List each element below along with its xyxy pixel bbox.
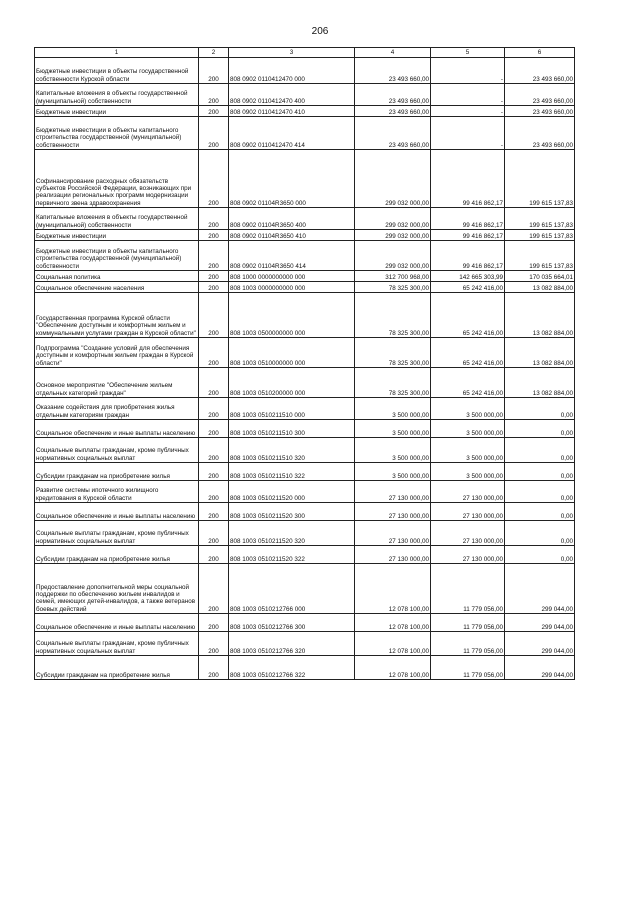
row-approved-amount: 3 500 000,00 <box>355 463 431 481</box>
row-name: Бюджетные инвестиции в объекты капитального строительства государственной (муниципальной) собственности <box>35 117 199 150</box>
row-code: 200 <box>199 656 229 680</box>
row-classification: 808 1003 0510212766 000 <box>229 564 355 614</box>
row-approved-amount: 3 500 000,00 <box>355 398 431 420</box>
row-code: 200 <box>199 463 229 481</box>
table-row <box>35 58 575 84</box>
row-classification: 808 0902 01104R3650 410 <box>229 230 355 241</box>
row-executed-amount: - <box>431 117 505 150</box>
row-remainder-amount: 0,00 <box>505 503 575 521</box>
row-code: 200 <box>199 293 229 338</box>
table-row <box>35 503 575 521</box>
row-code: 200 <box>199 271 229 282</box>
row-executed-amount: 65 242 416,00 <box>431 338 505 368</box>
row-code: 200 <box>199 481 229 503</box>
row-executed-amount: 3 500 000,00 <box>431 420 505 438</box>
row-name: Социальные выплаты гражданам, кроме публичных нормативных социальных выплат <box>35 632 199 656</box>
row-executed-amount: 3 500 000,00 <box>431 438 505 463</box>
row-approved-amount: 78 325 300,00 <box>355 293 431 338</box>
row-code: 200 <box>199 230 229 241</box>
row-executed-amount: 11 779 056,00 <box>431 656 505 680</box>
row-code: 200 <box>199 117 229 150</box>
row-classification: 808 1003 0510211520 322 <box>229 546 355 564</box>
row-remainder-amount: 23 493 660,00 <box>505 58 575 84</box>
row-code: 200 <box>199 503 229 521</box>
row-classification: 808 1003 0510212766 320 <box>229 632 355 656</box>
row-remainder-amount: 13 082 884,00 <box>505 368 575 398</box>
row-approved-amount: 23 493 660,00 <box>355 58 431 84</box>
column-header: 4 <box>355 48 431 58</box>
row-name: Капитальные вложения в объекты государственной (муниципальной) собственности <box>35 84 199 106</box>
table-row <box>35 564 575 614</box>
row-remainder-amount: 299 044,00 <box>505 632 575 656</box>
table-row <box>35 150 575 208</box>
column-header: 6 <box>505 48 575 58</box>
row-remainder-amount: 13 082 884,00 <box>505 338 575 368</box>
row-remainder-amount: 13 082 884,00 <box>505 293 575 338</box>
row-classification: 808 0902 0110412470 414 <box>229 117 355 150</box>
row-name: Субсидии гражданам на приобретение жилья <box>35 546 199 564</box>
row-executed-amount: 65 242 416,00 <box>431 368 505 398</box>
row-executed-amount: 27 130 000,00 <box>431 546 505 564</box>
row-executed-amount: 3 500 000,00 <box>431 463 505 481</box>
row-code: 200 <box>199 438 229 463</box>
row-code: 200 <box>199 84 229 106</box>
table-row <box>35 282 575 293</box>
row-remainder-amount: 0,00 <box>505 420 575 438</box>
table-row <box>35 614 575 632</box>
row-approved-amount: 27 130 000,00 <box>355 481 431 503</box>
row-executed-amount: 27 130 000,00 <box>431 521 505 546</box>
row-classification: 808 1003 0510211510 320 <box>229 438 355 463</box>
row-code: 200 <box>199 521 229 546</box>
table-row <box>35 84 575 106</box>
row-name: Бюджетные инвестиции <box>35 106 199 117</box>
row-classification: 808 0902 01104R3650 400 <box>229 208 355 230</box>
row-approved-amount: 23 493 660,00 <box>355 117 431 150</box>
row-code: 200 <box>199 282 229 293</box>
row-executed-amount: 3 500 000,00 <box>431 398 505 420</box>
table-row <box>35 271 575 282</box>
row-approved-amount: 12 078 100,00 <box>355 614 431 632</box>
row-executed-amount: 27 130 000,00 <box>431 503 505 521</box>
row-classification: 808 1003 0510211520 300 <box>229 503 355 521</box>
row-approved-amount: 23 493 660,00 <box>355 106 431 117</box>
row-name: Бюджетные инвестиции в объекты капитального строительства государственной (муниципальной) собственности <box>35 241 199 271</box>
row-classification: 808 1003 0510212766 300 <box>229 614 355 632</box>
row-classification: 808 0902 01104R3650 000 <box>229 150 355 208</box>
row-remainder-amount: 23 493 660,00 <box>505 84 575 106</box>
row-remainder-amount: 0,00 <box>505 463 575 481</box>
row-executed-amount: 142 665 303,99 <box>431 271 505 282</box>
row-approved-amount: 299 032 000,00 <box>355 230 431 241</box>
row-remainder-amount: 23 493 660,00 <box>505 106 575 117</box>
row-approved-amount: 299 032 000,00 <box>355 208 431 230</box>
row-name: Софинансирование расходных обязательств субъектов Российской Федерации, возникающих при реализации региональных программ модернизации первичного звена здравоохранения <box>35 150 199 208</box>
row-approved-amount: 27 130 000,00 <box>355 546 431 564</box>
row-name: Развитие системы ипотечного жилищного кредитования в Курской области <box>35 481 199 503</box>
table-row <box>35 438 575 463</box>
row-name: Государственная программа Курской области "Обеспечение доступным и комфортным жильем и коммунальными услугами граждан в Курской области" <box>35 293 199 338</box>
row-approved-amount: 12 078 100,00 <box>355 632 431 656</box>
row-approved-amount: 27 130 000,00 <box>355 503 431 521</box>
row-approved-amount: 27 130 000,00 <box>355 521 431 546</box>
row-remainder-amount: 299 044,00 <box>505 656 575 680</box>
row-classification: 808 1003 0510211510 300 <box>229 420 355 438</box>
row-executed-amount: 65 242 416,00 <box>431 293 505 338</box>
row-code: 200 <box>199 632 229 656</box>
row-name: Социальное обеспечение населения <box>35 282 199 293</box>
row-executed-amount: 11 779 056,00 <box>431 614 505 632</box>
row-remainder-amount: 23 493 660,00 <box>505 117 575 150</box>
row-name: Бюджетные инвестиции <box>35 230 199 241</box>
row-classification: 808 1000 0000000000 000 <box>229 271 355 282</box>
row-name: Социальные выплаты гражданам, кроме публичных нормативных социальных выплат <box>35 438 199 463</box>
row-remainder-amount: 199 615 137,83 <box>505 150 575 208</box>
row-classification: 808 1003 0000000000 000 <box>229 282 355 293</box>
row-name: Бюджетные инвестиции в объекты государственной собственности Курской области <box>35 58 199 84</box>
table-row <box>35 241 575 271</box>
row-code: 200 <box>199 614 229 632</box>
row-approved-amount: 12 078 100,00 <box>355 564 431 614</box>
row-executed-amount: 11 779 056,00 <box>431 632 505 656</box>
row-executed-amount: 11 779 056,00 <box>431 564 505 614</box>
row-name: Социальное обеспечение и иные выплаты населению <box>35 420 199 438</box>
row-approved-amount: 299 032 000,00 <box>355 241 431 271</box>
row-remainder-amount: 0,00 <box>505 438 575 463</box>
row-executed-amount: 99 416 862,17 <box>431 230 505 241</box>
row-code: 200 <box>199 208 229 230</box>
table-row <box>35 546 575 564</box>
table-row <box>35 398 575 420</box>
table-row <box>35 463 575 481</box>
row-approved-amount: 312 700 968,00 <box>355 271 431 282</box>
page-number: 206 <box>311 26 329 37</box>
row-code: 200 <box>199 106 229 117</box>
column-numbers-row <box>35 48 575 58</box>
column-header: 1 <box>35 48 199 58</box>
row-approved-amount: 78 325 300,00 <box>355 282 431 293</box>
row-executed-amount: 27 130 000,00 <box>431 481 505 503</box>
row-code: 200 <box>199 338 229 368</box>
row-name: Подпрограмма "Создание условий для обеспечения доступным и комфортным жильем граждан в Курской области" <box>35 338 199 368</box>
row-name: Социальное обеспечение и иные выплаты населению <box>35 614 199 632</box>
row-name: Субсидии гражданам на приобретение жилья <box>35 656 199 680</box>
row-remainder-amount: 199 615 137,83 <box>505 241 575 271</box>
row-code: 200 <box>199 58 229 84</box>
row-classification: 808 0902 0110412470 400 <box>229 84 355 106</box>
row-name: Основное мероприятие "Обеспечение жильем отдельных категорий граждан" <box>35 368 199 398</box>
row-approved-amount: 78 325 300,00 <box>355 338 431 368</box>
row-classification: 808 1003 0510211520 320 <box>229 521 355 546</box>
row-remainder-amount: 0,00 <box>505 546 575 564</box>
row-name: Социальная политика <box>35 271 199 282</box>
row-remainder-amount: 0,00 <box>505 521 575 546</box>
table-row <box>35 117 575 150</box>
row-approved-amount: 23 493 660,00 <box>355 84 431 106</box>
table-row <box>35 656 575 680</box>
row-approved-amount: 299 032 000,00 <box>355 150 431 208</box>
column-header: 5 <box>431 48 505 58</box>
table-row <box>35 368 575 398</box>
table-row <box>35 420 575 438</box>
row-executed-amount: 99 416 862,17 <box>431 150 505 208</box>
row-executed-amount: 99 416 862,17 <box>431 241 505 271</box>
row-classification: 808 1003 0510211510 322 <box>229 463 355 481</box>
row-approved-amount: 3 500 000,00 <box>355 438 431 463</box>
row-approved-amount: 78 325 300,00 <box>355 368 431 398</box>
column-header: 2 <box>199 48 229 58</box>
row-code: 200 <box>199 150 229 208</box>
row-executed-amount: - <box>431 106 505 117</box>
column-header: 3 <box>229 48 355 58</box>
row-remainder-amount: 199 615 137,83 <box>505 208 575 230</box>
row-code: 200 <box>199 398 229 420</box>
row-classification: 808 0902 0110412470 000 <box>229 58 355 84</box>
table-row <box>35 632 575 656</box>
row-classification: 808 1003 0500000000 000 <box>229 293 355 338</box>
row-name: Социальные выплаты гражданам, кроме публичных нормативных социальных выплат <box>35 521 199 546</box>
row-name: Субсидии гражданам на приобретение жилья <box>35 463 199 481</box>
row-remainder-amount: 170 035 664,01 <box>505 271 575 282</box>
table-row <box>35 208 575 230</box>
row-remainder-amount: 0,00 <box>505 481 575 503</box>
row-executed-amount: 65 242 416,00 <box>431 282 505 293</box>
row-executed-amount: - <box>431 58 505 84</box>
row-remainder-amount: 299 044,00 <box>505 614 575 632</box>
row-remainder-amount: 199 615 137,83 <box>505 230 575 241</box>
row-name: Социальное обеспечение и иные выплаты населению <box>35 503 199 521</box>
row-code: 200 <box>199 546 229 564</box>
row-approved-amount: 12 078 100,00 <box>355 656 431 680</box>
row-code: 200 <box>199 420 229 438</box>
row-classification: 808 1003 0510200000 000 <box>229 368 355 398</box>
row-remainder-amount: 13 082 884,00 <box>505 282 575 293</box>
row-name: Оказание содействия для приобретения жилья отдельным категориям граждан <box>35 398 199 420</box>
row-classification: 808 1003 0510212766 322 <box>229 656 355 680</box>
table-row <box>35 293 575 338</box>
row-name: Капитальные вложения в объекты государственной (муниципальной) собственности <box>35 208 199 230</box>
table-row <box>35 230 575 241</box>
budget-table <box>34 47 575 680</box>
row-executed-amount: 99 416 862,17 <box>431 208 505 230</box>
row-classification: 808 0902 01104R3650 414 <box>229 241 355 271</box>
row-approved-amount: 3 500 000,00 <box>355 420 431 438</box>
row-classification: 808 1003 0510000000 000 <box>229 338 355 368</box>
row-name: Предоставление дополнительной меры социальной поддержки по обеспечению жильем инвалидов и семей, имеющих детей-инвалидов, а также ветеранов боевых действий <box>35 564 199 614</box>
row-classification: 808 1003 0510211510 000 <box>229 398 355 420</box>
row-remainder-amount: 0,00 <box>505 398 575 420</box>
row-executed-amount: - <box>431 84 505 106</box>
row-code: 200 <box>199 564 229 614</box>
table-row <box>35 521 575 546</box>
row-code: 200 <box>199 368 229 398</box>
row-code: 200 <box>199 241 229 271</box>
row-classification: 808 1003 0510211520 000 <box>229 481 355 503</box>
row-remainder-amount: 299 044,00 <box>505 564 575 614</box>
table-row <box>35 481 575 503</box>
table-row <box>35 338 575 368</box>
row-classification: 808 0902 0110412470 410 <box>229 106 355 117</box>
table-row <box>35 106 575 117</box>
